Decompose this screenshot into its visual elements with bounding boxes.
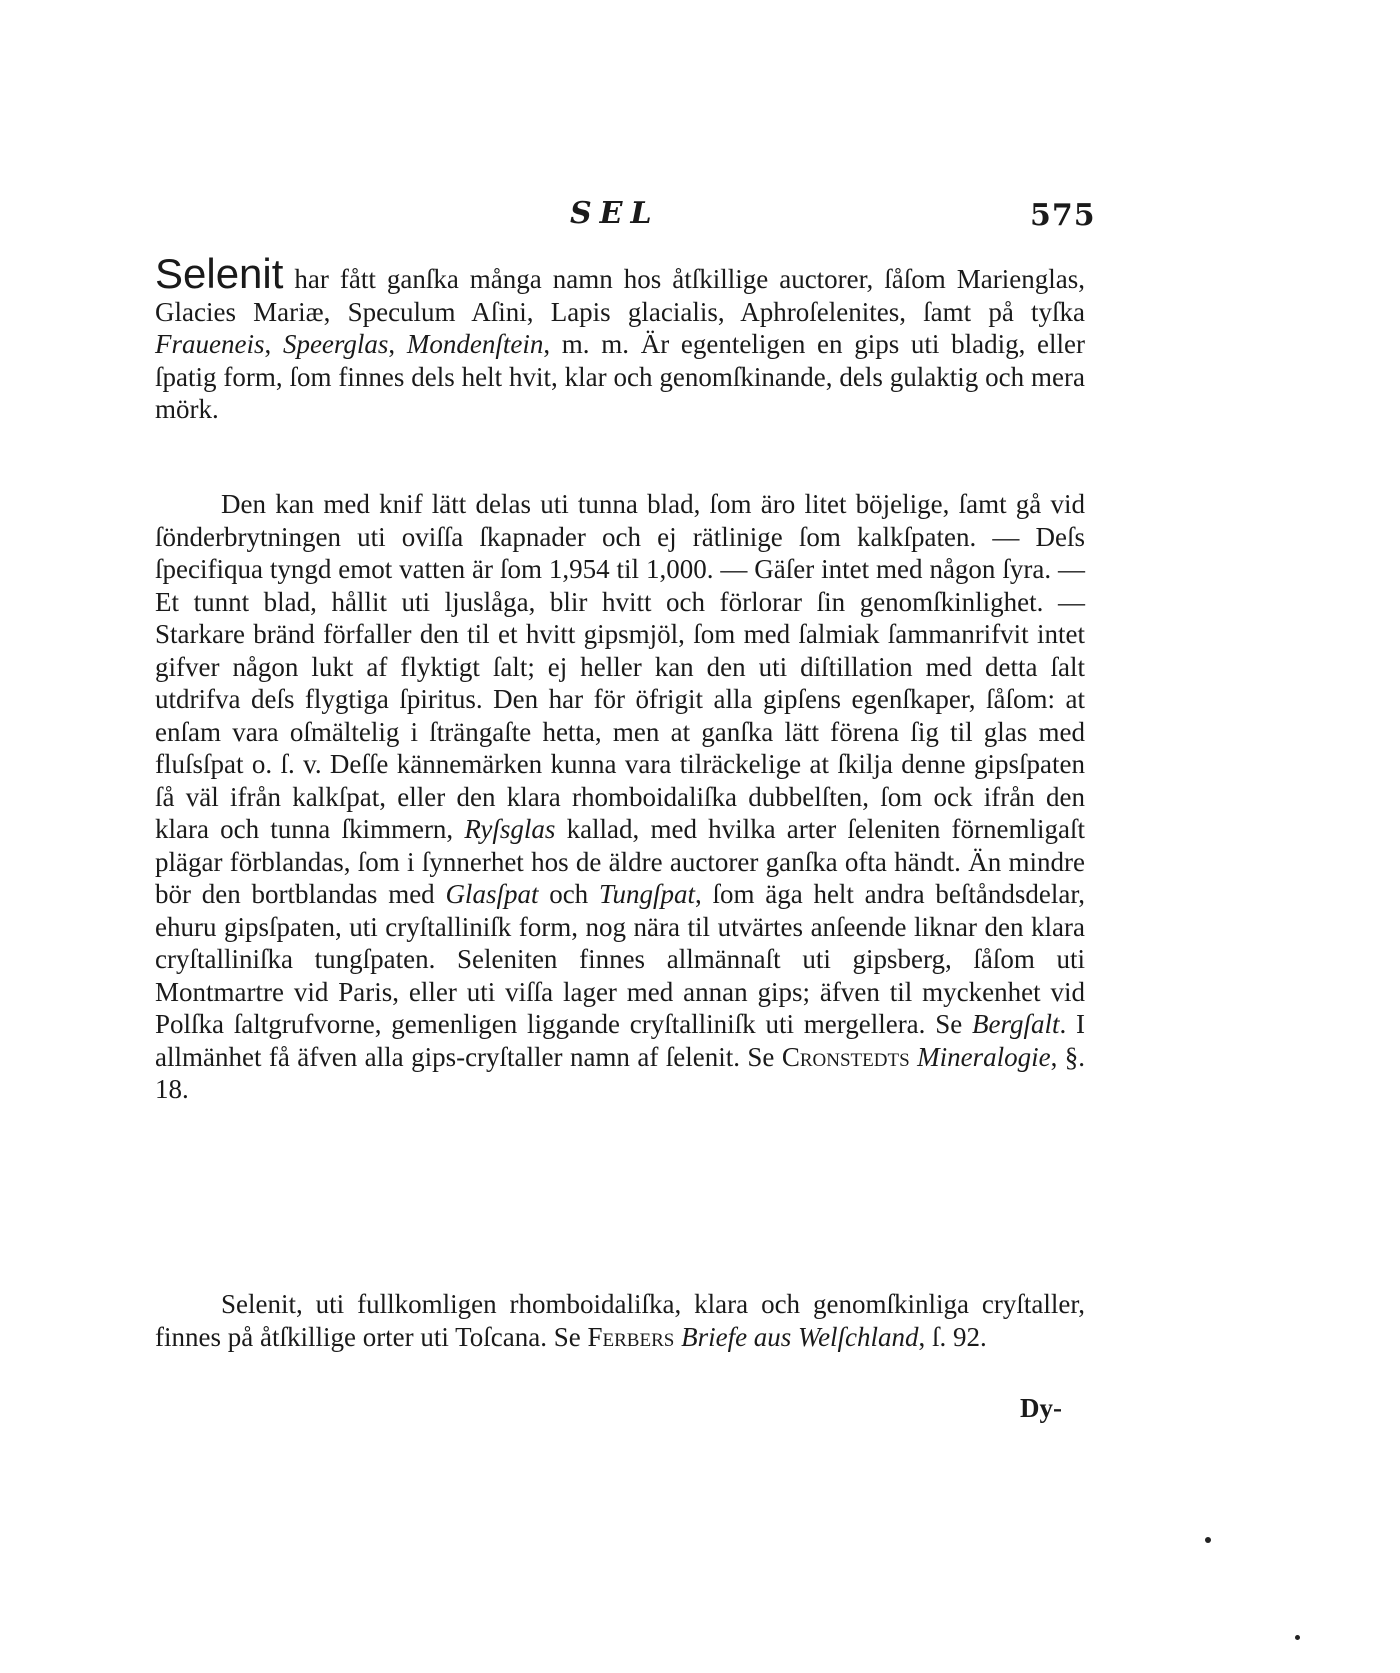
paragraph-selenit-names bbox=[155, 250, 1085, 426]
paragraph-text: , ſom äga helt andra beſtåndsdelar, ehuru gipsſpaten, uti cryſtalliniſk form, nog nära til utvärtes anſeende liknar den klara cryſtalliniſka tungſpaten. Seleniten finnes allmännaſt uti gipsberg, ſåſom uti Montmartre vid Paris, eller uti viſſa lager med annan gips; äfven til myckenhet vid Polſka ſaltgrufvorne, gemenligen liggande cryſtalliniſk uti mergellera. Se bbox=[155, 879, 1085, 1039]
ink-speck bbox=[1295, 1635, 1300, 1640]
paragraph-text: , bbox=[388, 329, 407, 359]
italic-term: Ryſsglas bbox=[464, 814, 556, 844]
italic-term: Briefe aus Welſchland bbox=[681, 1321, 919, 1352]
catchword: Dy- bbox=[1020, 1393, 1062, 1423]
italic-term: Speerglas bbox=[282, 329, 389, 359]
italic-term: Mondenſtein bbox=[406, 329, 544, 359]
paragraph-text: Den kan med knif lätt delas uti tunna blad, ſom äro litet böjelige, ſamt gå vid ſönderbrytningen uti oviſſa ſkapnader och ej rätlinige ſom kalkſpaten. — Deſs ſpecifiqua tyngd emot vatten är ſom 1,954 til 1,000. — Gäſer intet med någon ſyra. — Et tunnt blad, hållit uti ljuslåga, blir hvitt och förlorar ſin genomſkinlighet. — Starkare bränd förfaller den til et hvitt gipsmjöl, ſom med ſalmiak ſammanrifvit intet gifver någon lukt af flyktigt ſalt; ej heller kan den uti diſtillation med detta ſalt utdrifva deſs flygtiga ſpiritus. Den har för öfrigit alla gipſens egenſkaper, ſåſom: at enſam vara oſmältelig i ſträngaſte hetta, men at ganſka lätt förena ſig til glas med fluſsſpat o. ſ. v. Deſſe kännemärken kunna vara tilräckelige at ſkilja denne gipsſpaten ſå väl ifrån kalkſpat, eller den klara rhomboidaliſka dubbelſten, ſom ock ifrån den klara och tunna ſkimmern, bbox=[155, 489, 1085, 844]
italic-term: Bergſalt bbox=[971, 1009, 1060, 1039]
ink-speck bbox=[1205, 1537, 1211, 1543]
paragraph-selenit-properties bbox=[155, 488, 1085, 1106]
paragraph-text bbox=[910, 1042, 917, 1072]
paragraph-selenit-toscana bbox=[155, 1288, 1085, 1353]
paragraph-text: kallad, med hvilka arter ſeleniten förnemligaſt plägar förblandas, ſom i ſynnerhet hos de äldre auctorer ganſka ofta händt. Än mindre bör den bortblandas med bbox=[155, 814, 1086, 909]
entry-headword: Selenit bbox=[155, 250, 284, 297]
paragraph-text: , ſ. 92. bbox=[918, 1321, 987, 1352]
paragraph-text: . I allmänhet få äfven alla gips-cryſtaller namn af ſelenit. Se bbox=[155, 1009, 1085, 1072]
paragraph-text: , §. 18. bbox=[155, 1041, 1086, 1104]
paragraph-text: och bbox=[538, 879, 599, 909]
running-head: SEL bbox=[570, 196, 660, 231]
italic-term: Fraueneis bbox=[155, 329, 265, 359]
paragraph-text: , bbox=[264, 329, 283, 359]
paragraph-text: , m. m. Är egenteligen en gips uti bladig, eller ſpatig form, ſom finnes dels helt hvit, klar och genomſkinande, dels gulaktig och mera mörk. bbox=[155, 329, 1085, 424]
italic-term: Tungſpat bbox=[598, 879, 695, 909]
italic-term: Glasſpat bbox=[445, 879, 539, 909]
author-name: Cronstedts bbox=[781, 1041, 910, 1072]
paragraph-text: har fått ganſka många namn hos åtſkillige auctorer, ſåſom Marienglas, Glacies Mariæ, Speculum Aſini, Lapis glacialis, Aphroſelenites, ſamt på tyſka bbox=[155, 264, 1085, 327]
paragraph-text: Selenit, uti fullkomligen rhomboidaliſka, klara och genomſkinliga cryſtaller, finnes på åtſkillige orter uti Toſcana. Se bbox=[155, 1289, 1085, 1352]
italic-term: Mineralogie bbox=[917, 1041, 1051, 1072]
author-name: Ferbers bbox=[587, 1321, 675, 1352]
page-number: 575 bbox=[1030, 198, 1096, 233]
